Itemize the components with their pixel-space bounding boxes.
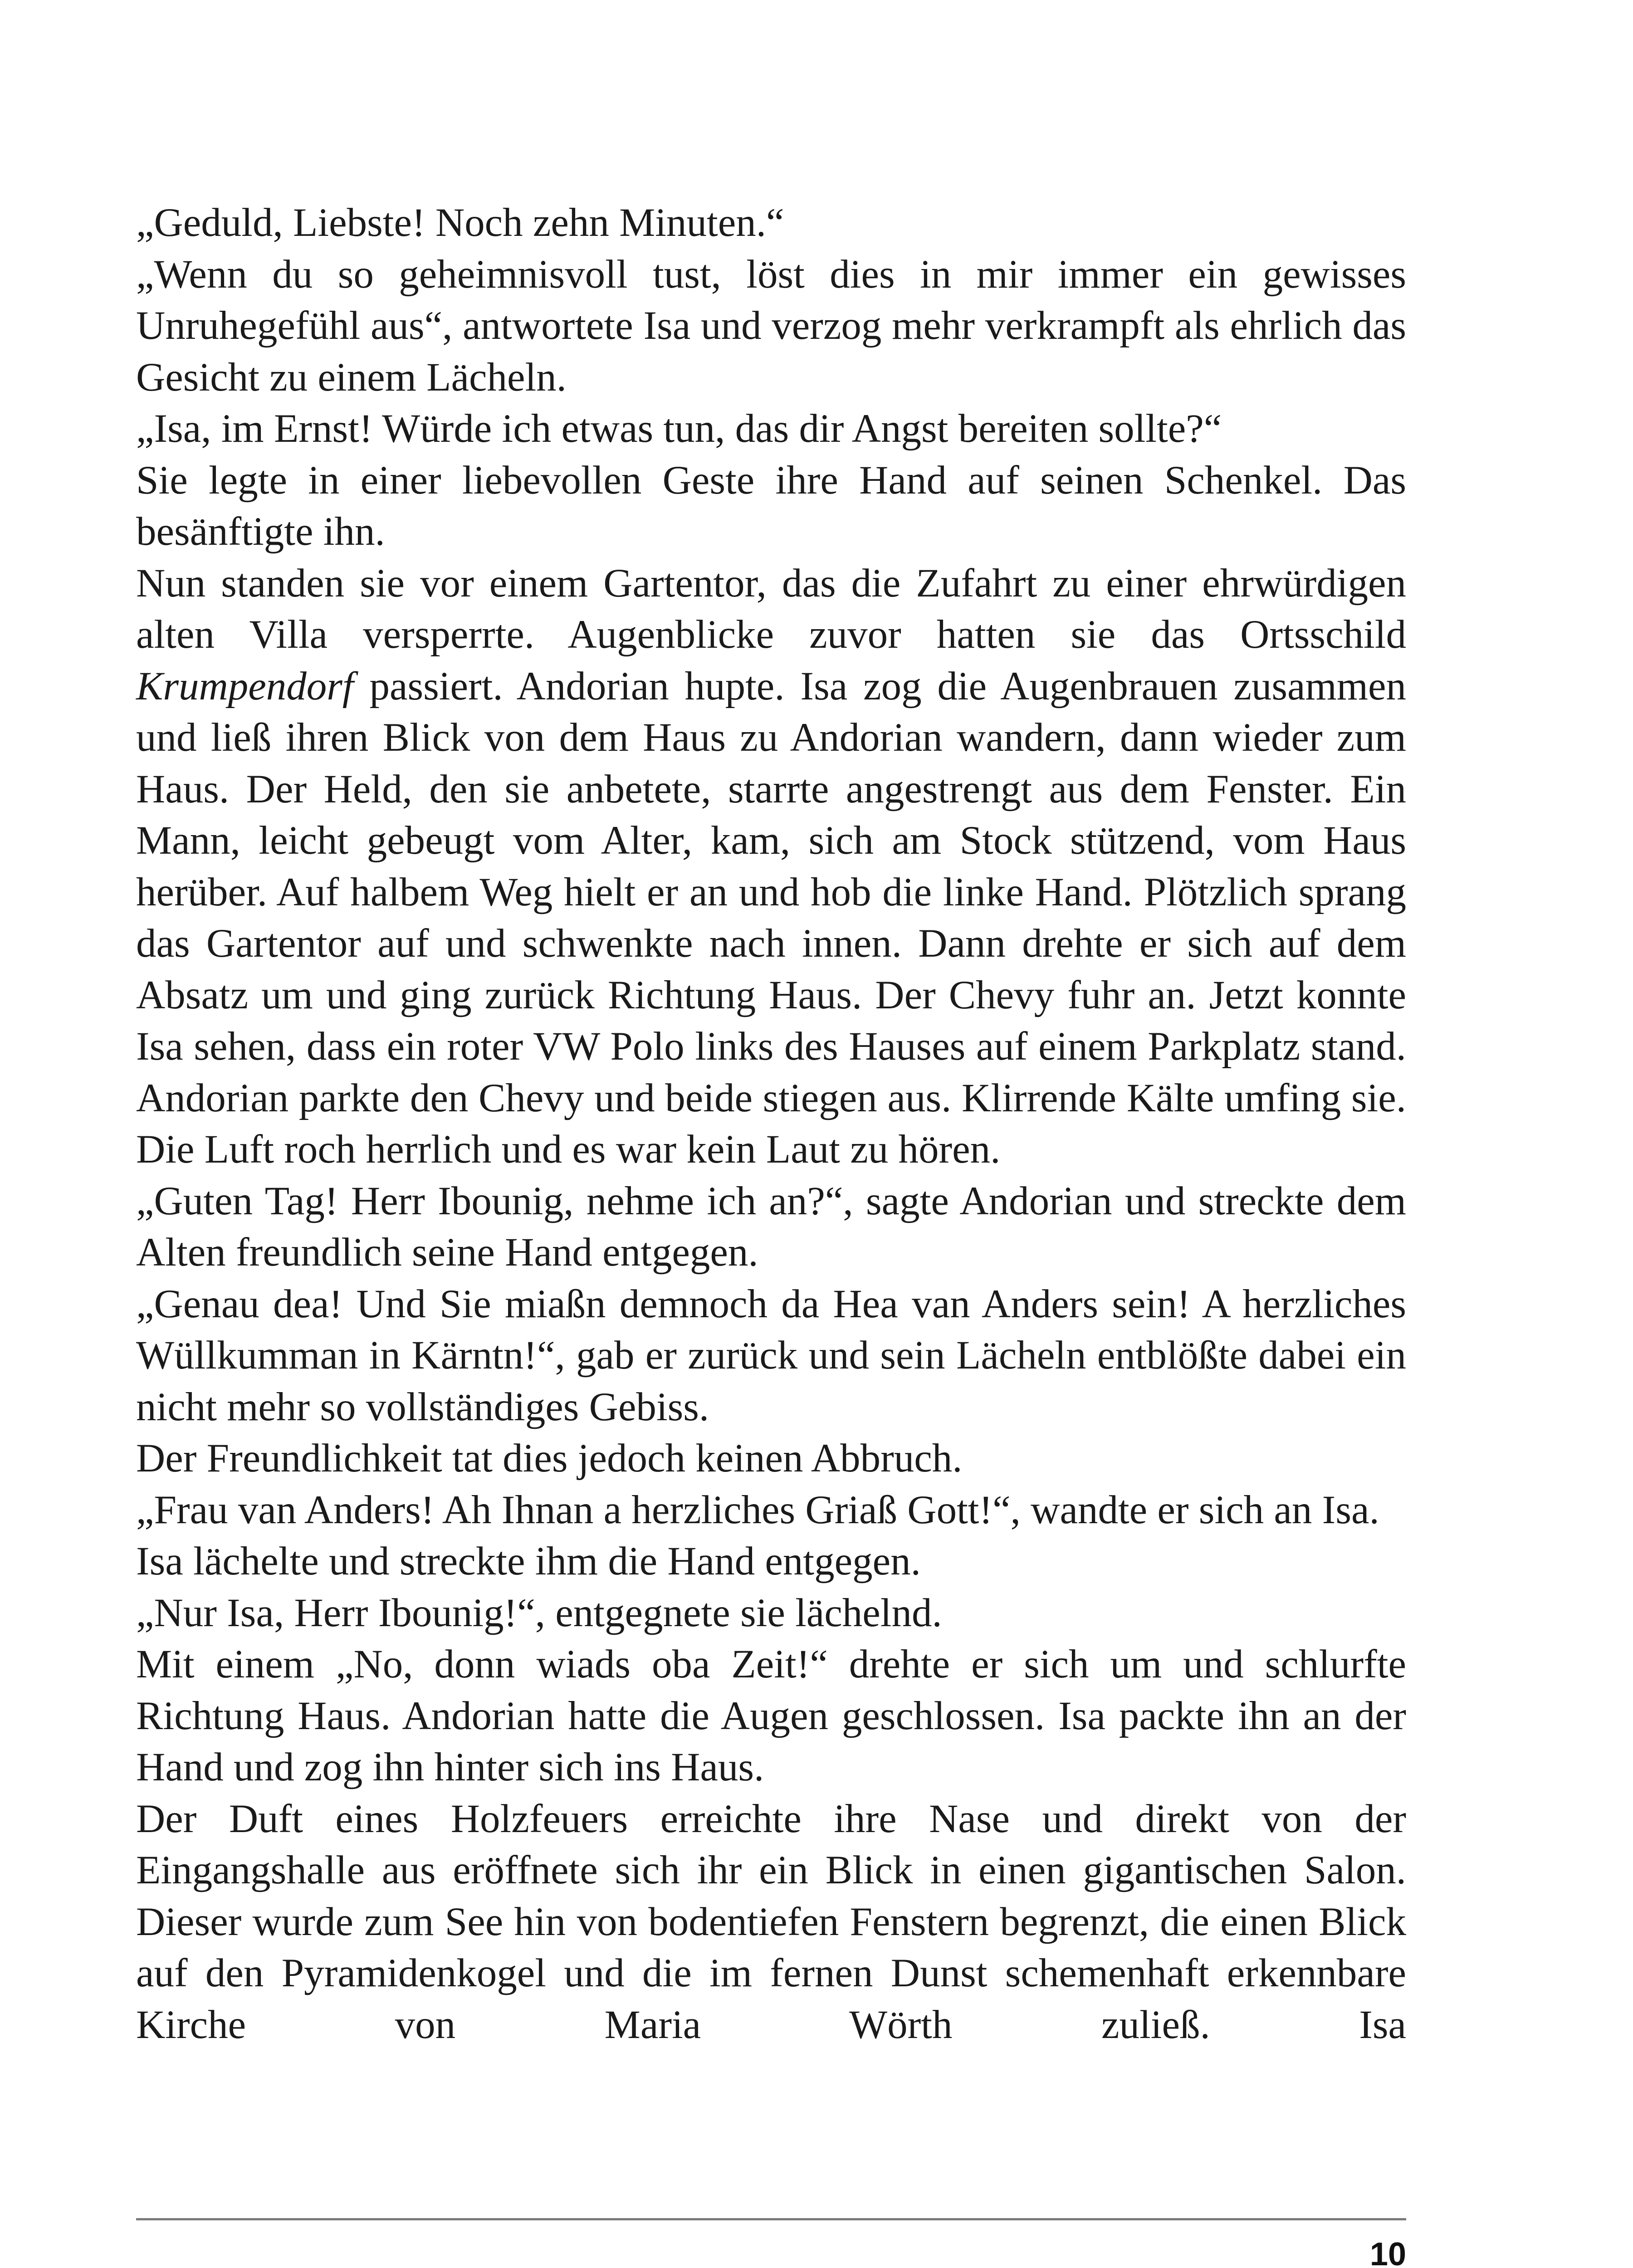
paragraph-12: Mit einem „No, donn wiads oba Zeit!“ drehte er sich um und schlurfte Richtung Haus. Andorian hatte die Augen geschlossen. Isa packte ihn an der Hand und zog ihn hinter sich ins Haus. — [136, 1642, 1406, 1789]
paragraph-11: „Nur Isa, Herr Ibounig!“, entgegnete sie lächelnd. — [136, 1590, 942, 1635]
body-text — [136, 197, 1406, 2051]
page-number: 10 — [1369, 2236, 1406, 2268]
paragraph-8: Der Freundlichkeit tat dies jedoch keinen Abbruch. — [136, 1436, 963, 1481]
paragraph-3: „Isa, im Ernst! Würde ich etwas tun, das dir Angst bereiten sollte?“ — [136, 406, 1222, 451]
footer-rule — [136, 2218, 1406, 2220]
paragraph-9: „Frau van Anders! Ah Ihnan a herzliches Griaß Gott!“, wandte er sich an Isa. — [136, 1487, 1379, 1532]
place-name-italic: Krumpendorf — [136, 664, 354, 709]
paragraph-6: „Guten Tag! Herr Ibounig, nehme ich an?“, sagte Andorian und streckte dem Alten freundlich seine Hand entgegen. — [136, 1178, 1406, 1275]
paragraph-5-part-2: passiert. Andorian hupte. Isa zog die Augenbrauen zusammen und ließ ihren Blick von dem Haus zu Andorian wandern, dann wieder zum Haus. Der Held, den sie anbetete, starrte angestrengt aus dem Fenster. Ein Mann, leicht gebeugt vom Alter, kam, sich am Stock stützend, vom Haus herüber. Auf halbem Weg hielt er an und hob die linke Hand. Plötzlich sprang das Gartentor auf und schwenkte nach innen. Dann drehte er sich auf dem Absatz um und ging zurück Richtung Haus. Der Chevy fuhr an. Jetzt konnte Isa sehen, dass ein roter VW Polo links des Hauses auf einem Parkplatz stand. Andorian parkte den Chevy und beide stiegen aus. Klirrende Kälte umfing sie. Die Luft roch herrlich und es war kein Laut zu hören. — [136, 664, 1406, 1172]
paragraph-10: Isa lächelte und streckte ihm die Hand entgegen. — [136, 1539, 921, 1584]
paragraph-7: „Genau dea! Und Sie miaßn demnoch da Hea van Anders sein! A herzliches Wüllkumman in Kärntn!“, gab er zurück und sein Lächeln entblößte dabei ein nicht mehr so vollständiges Gebiss. — [136, 1281, 1406, 1429]
paragraph-1: „Geduld, Liebste! Noch zehn Minuten.“ — [136, 200, 784, 245]
paragraph-13: Der Duft eines Holzfeuers erreichte ihre Nase und direkt von der Eingangshalle aus eröffnete sich ihr ein Blick in einen gigantischen Salon. Dieser wurde zum See hin von bodentiefen Fenstern begrenzt, die einen Blick auf den Pyramidenkogel und die im fernen Dunst schemenhaft erkennbare Kirche von Maria Wörth zuließ. Isa — [136, 1796, 1406, 2047]
paragraph-5-part-1: Nun standen sie vor einem Gartentor, das die Zufahrt zu einer ehrwürdigen alten Villa versperrte. Augenblicke zuvor hatten sie das Ortsschild — [136, 561, 1406, 657]
paragraph-5 — [136, 558, 1406, 1176]
paragraph-4: Sie legte in einer liebevollen Geste ihre Hand auf seinen Schenkel. Das besänftigte ihn. — [136, 458, 1406, 554]
paragraph-2: „Wenn du so geheimnisvoll tust, löst dies in mir immer ein gewisses Unruhegefühl aus“, antwortete Isa und verzog mehr verkrampft als ehrlich das Gesicht zu einem Lächeln. — [136, 252, 1406, 400]
